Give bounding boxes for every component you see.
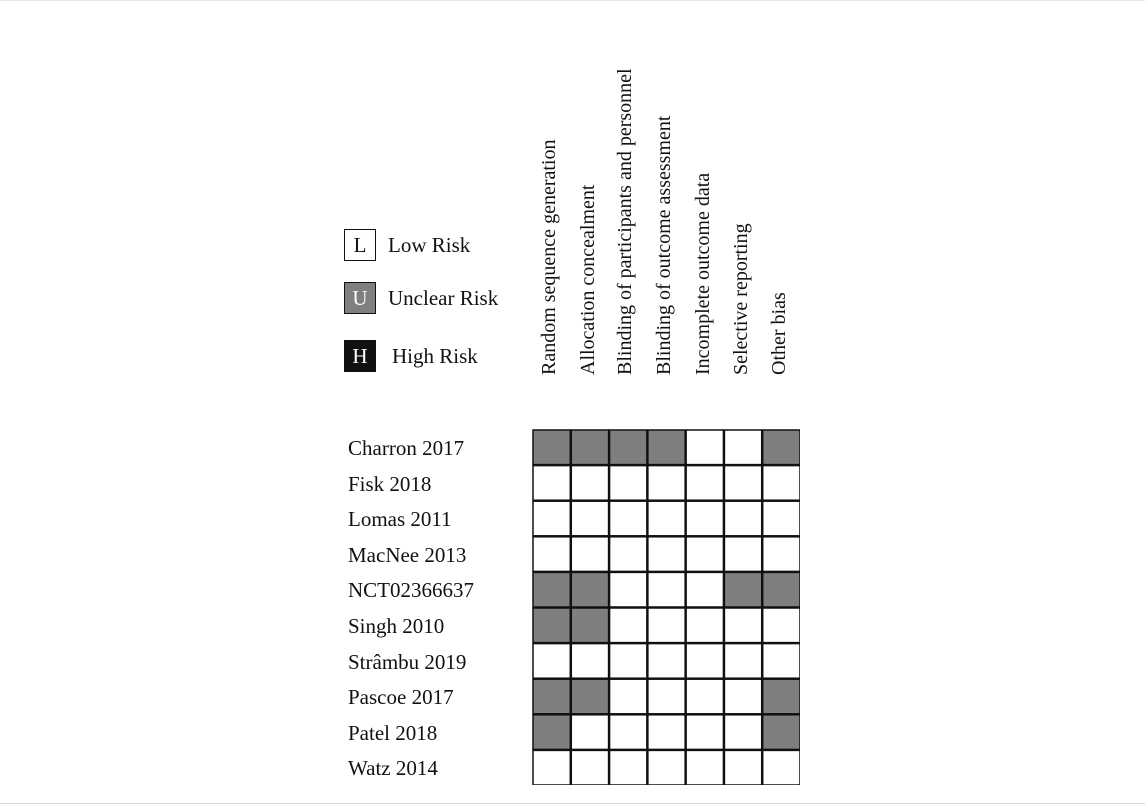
- risk-cell: [648, 572, 685, 607]
- risk-cell: [648, 679, 685, 714]
- study-label: NCT02366637: [348, 578, 474, 602]
- risk-cell: [571, 466, 608, 501]
- study-label: Watz 2014: [348, 756, 438, 780]
- risk-cell: [610, 466, 647, 501]
- risk-cell: [763, 608, 800, 643]
- risk-cell: [724, 572, 761, 607]
- risk-cell: [648, 644, 685, 679]
- risk-cell: [724, 466, 761, 501]
- study-label: Fisk 2018: [348, 472, 432, 496]
- risk-cell: [686, 572, 723, 607]
- risk-cell: [763, 501, 800, 536]
- study-label: Singh 2010: [348, 614, 445, 638]
- risk-cell: [763, 537, 800, 572]
- column-header: Random sequence generation: [538, 139, 560, 375]
- risk-cell: [610, 750, 647, 785]
- legend-item-low: [344, 229, 470, 261]
- study-label: Charron 2017: [348, 436, 465, 460]
- risk-cell: [686, 537, 723, 572]
- risk-cell: [648, 430, 685, 465]
- risk-cell: [533, 715, 570, 750]
- legend-item-unclear: [344, 282, 498, 314]
- risk-cell: [763, 572, 800, 607]
- column-header: Other bias: [768, 292, 790, 375]
- risk-cell: [571, 679, 608, 714]
- column-header: Allocation concealment: [577, 184, 599, 375]
- risk-cell: [648, 466, 685, 501]
- risk-cell: [763, 750, 800, 785]
- risk-cell: [610, 644, 647, 679]
- risk-cell: [724, 608, 761, 643]
- risk-cell: [533, 679, 570, 714]
- risk-cell: [571, 608, 608, 643]
- risk-cell: [610, 679, 647, 714]
- risk-cell: [724, 537, 761, 572]
- study-label: Patel 2018: [348, 721, 438, 745]
- study-label: Lomas 2011: [348, 507, 452, 531]
- risk-cell: [648, 608, 685, 643]
- legend-swatch-high: H: [344, 340, 376, 372]
- risk-cell: [763, 679, 800, 714]
- risk-cell: [724, 644, 761, 679]
- risk-cell: [648, 537, 685, 572]
- risk-cell: [571, 430, 608, 465]
- risk-cell: [724, 501, 761, 536]
- risk-cell: [686, 644, 723, 679]
- risk-cell: [686, 608, 723, 643]
- risk-cell: [533, 537, 570, 572]
- risk-cell: [571, 644, 608, 679]
- risk-cell: [724, 679, 761, 714]
- risk-cell: [610, 715, 647, 750]
- risk-cell: [533, 466, 570, 501]
- risk-grid: [532, 429, 800, 785]
- legend-label-unclear: Unclear Risk: [388, 285, 499, 310]
- study-label: Strâmbu 2019: [348, 650, 467, 674]
- bottom-border: [0, 803, 1145, 804]
- risk-cell: [533, 501, 570, 536]
- top-border: [0, 0, 1145, 1]
- risk-cell: [571, 501, 608, 536]
- risk-cell: [686, 679, 723, 714]
- risk-cell: [763, 644, 800, 679]
- risk-cell: [533, 430, 570, 465]
- risk-cell: [686, 501, 723, 536]
- legend-label-low: Low Risk: [388, 232, 471, 257]
- risk-cell: [610, 430, 647, 465]
- risk-cell: [724, 430, 761, 465]
- risk-cell: [533, 608, 570, 643]
- risk-cell: [571, 715, 608, 750]
- risk-cell: [686, 715, 723, 750]
- risk-cell: [686, 430, 723, 465]
- risk-cell: [763, 430, 800, 465]
- risk-cell: [686, 750, 723, 785]
- risk-cell: [533, 750, 570, 785]
- column-header: Blinding of participants and personnel: [614, 68, 636, 375]
- risk-cell: [648, 501, 685, 536]
- risk-cell: [571, 572, 608, 607]
- risk-cell: [648, 715, 685, 750]
- risk-cell: [763, 466, 800, 501]
- legend-swatch-low: L: [344, 229, 376, 261]
- study-label: MacNee 2013: [348, 543, 467, 567]
- risk-cell: [533, 644, 570, 679]
- risk-cell: [610, 572, 647, 607]
- legend-label-high: High Risk: [392, 343, 478, 368]
- risk-cell: [724, 750, 761, 785]
- column-header: Incomplete outcome data: [692, 172, 714, 375]
- column-header: Blinding of outcome assessment: [653, 115, 675, 375]
- risk-cell: [533, 572, 570, 607]
- risk-cell: [648, 750, 685, 785]
- column-header: Selective reporting: [730, 223, 752, 375]
- risk-cell: [724, 715, 761, 750]
- risk-cell: [610, 537, 647, 572]
- legend-swatch-unclear: U: [344, 282, 376, 314]
- study-label: Pascoe 2017: [348, 685, 454, 709]
- risk-cell: [610, 501, 647, 536]
- risk-cell: [686, 466, 723, 501]
- risk-cell: [571, 537, 608, 572]
- legend-item-high: [344, 340, 478, 372]
- risk-cell: [610, 608, 647, 643]
- risk-cell: [571, 750, 608, 785]
- risk-cell: [763, 715, 800, 750]
